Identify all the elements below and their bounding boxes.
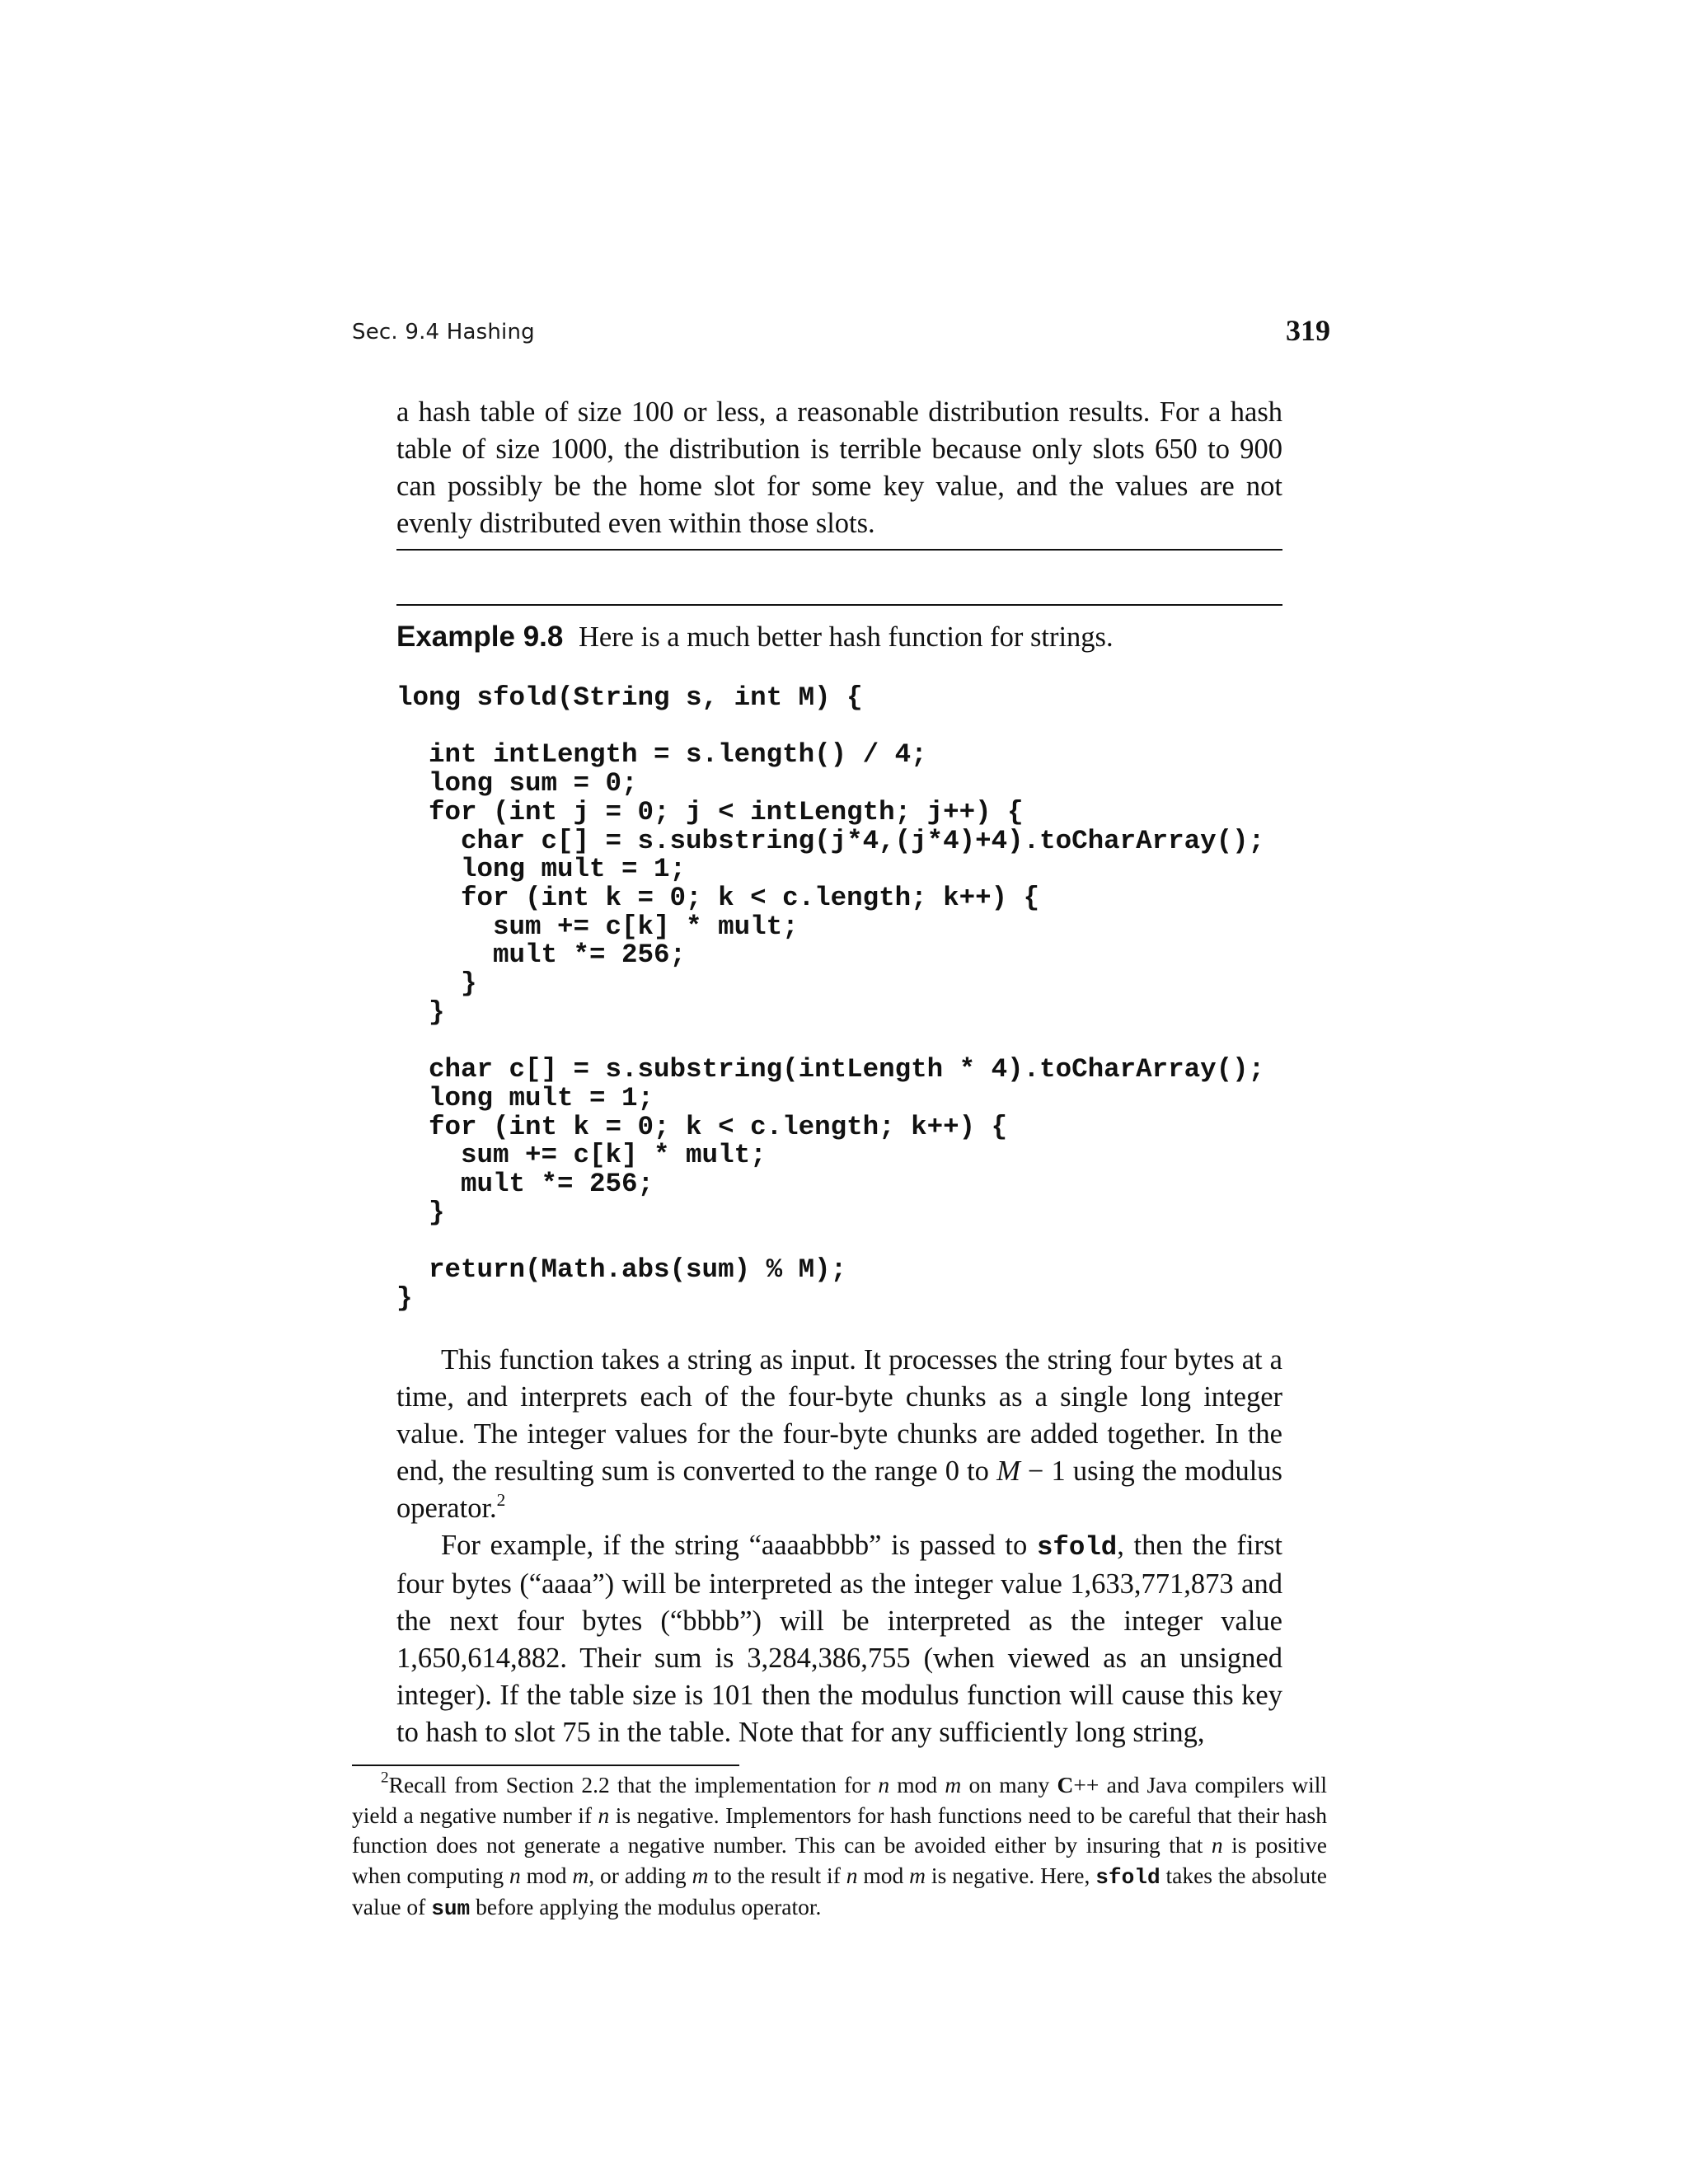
inline-code-sfold-footnote: sfold xyxy=(1095,1864,1160,1890)
footnote: $^2$Recall from Section 2.2 that the implementation for n mod m on many C++ and Java compilers will yield a negative number if n is negative. Implementors for hash functions need to be careful that their hash function does not generate a negative number. This can be avoided either by insuring that n is positive when computing n mod m, or adding m to the result if n mod m is negative. Here, sfold takes the absolute value of sum before applying the modulus operator. xyxy=(352,1769,1328,1922)
footnote-reference: 2 xyxy=(496,1490,506,1511)
code-listing: long sfold(String s, int M) { int intLength = s.length() / 4; long sum = 0; for (int j = 0; j < intLength; j++) { char c[] = s.substring(j*4,(j*4)+4).toCharArray(); long mult = 1; for (int k = 0; k < c.length; k++) { sum += c[k] * mult; mult *= 256; } } char c[] = s.substring(intLength * 4).toCharArray(); long mult = 1; for (int k = 0; k < c.length; k++) { sum += c[k] * mult; mult *= 256; } return(Math.abs(sum) % M); } xyxy=(396,682,1265,1314)
rule-example-top xyxy=(396,604,1282,606)
example-heading xyxy=(396,618,1282,656)
intro-paragraph: a hash table of size 100 or less, a reasonable distribution results. For a hash table of size 1000, the distribution is terrible because only slots 650 to 900 can possibly be the home slot for some key value, and the values are not evenly distributed even within those slots. xyxy=(396,396,1282,539)
body-text xyxy=(396,1342,1282,1751)
inline-code-sum: sum xyxy=(431,1896,471,1922)
example-label: Example 9.8 xyxy=(396,621,564,653)
running-header-section: Sec. 9.4 Hashing xyxy=(352,320,535,344)
footnote-mark: 2 xyxy=(381,1769,389,1787)
paragraph-function-description: This function takes a string as input. It processes the string four bytes at a time, and interprets each of the four-byte chunks as a single long integer value. The integer values for the four-byte chunks are added together. In the end, the resulting sum is converted to the range 0 to M − 1 using the modulus operator.$^2$ xyxy=(396,1344,1282,1524)
rule-top xyxy=(396,549,1282,551)
page-number: 319 xyxy=(1286,314,1330,347)
paragraph-example: For example, if the string “aaaabbbb” is passed to sfold, then the first four bytes (“aaaa”) will be interpreted as the integer value 1,633,771,873 and the next four bytes (“bbbb”) will be interpreted as the integer value 1,650,614,882. Their sum is 3,284,386,755 (when viewed as an unsigned integer). If the table size is 101 then the modulus function will cause this key to hash to slot 75 in the table. Note that for any sufficiently long string, xyxy=(396,1530,1283,1748)
example-caption: Here is a much better hash function for strings. xyxy=(578,621,1114,653)
inline-code-sfold: sfold xyxy=(1036,1532,1118,1563)
footnote-rule xyxy=(352,1765,739,1766)
